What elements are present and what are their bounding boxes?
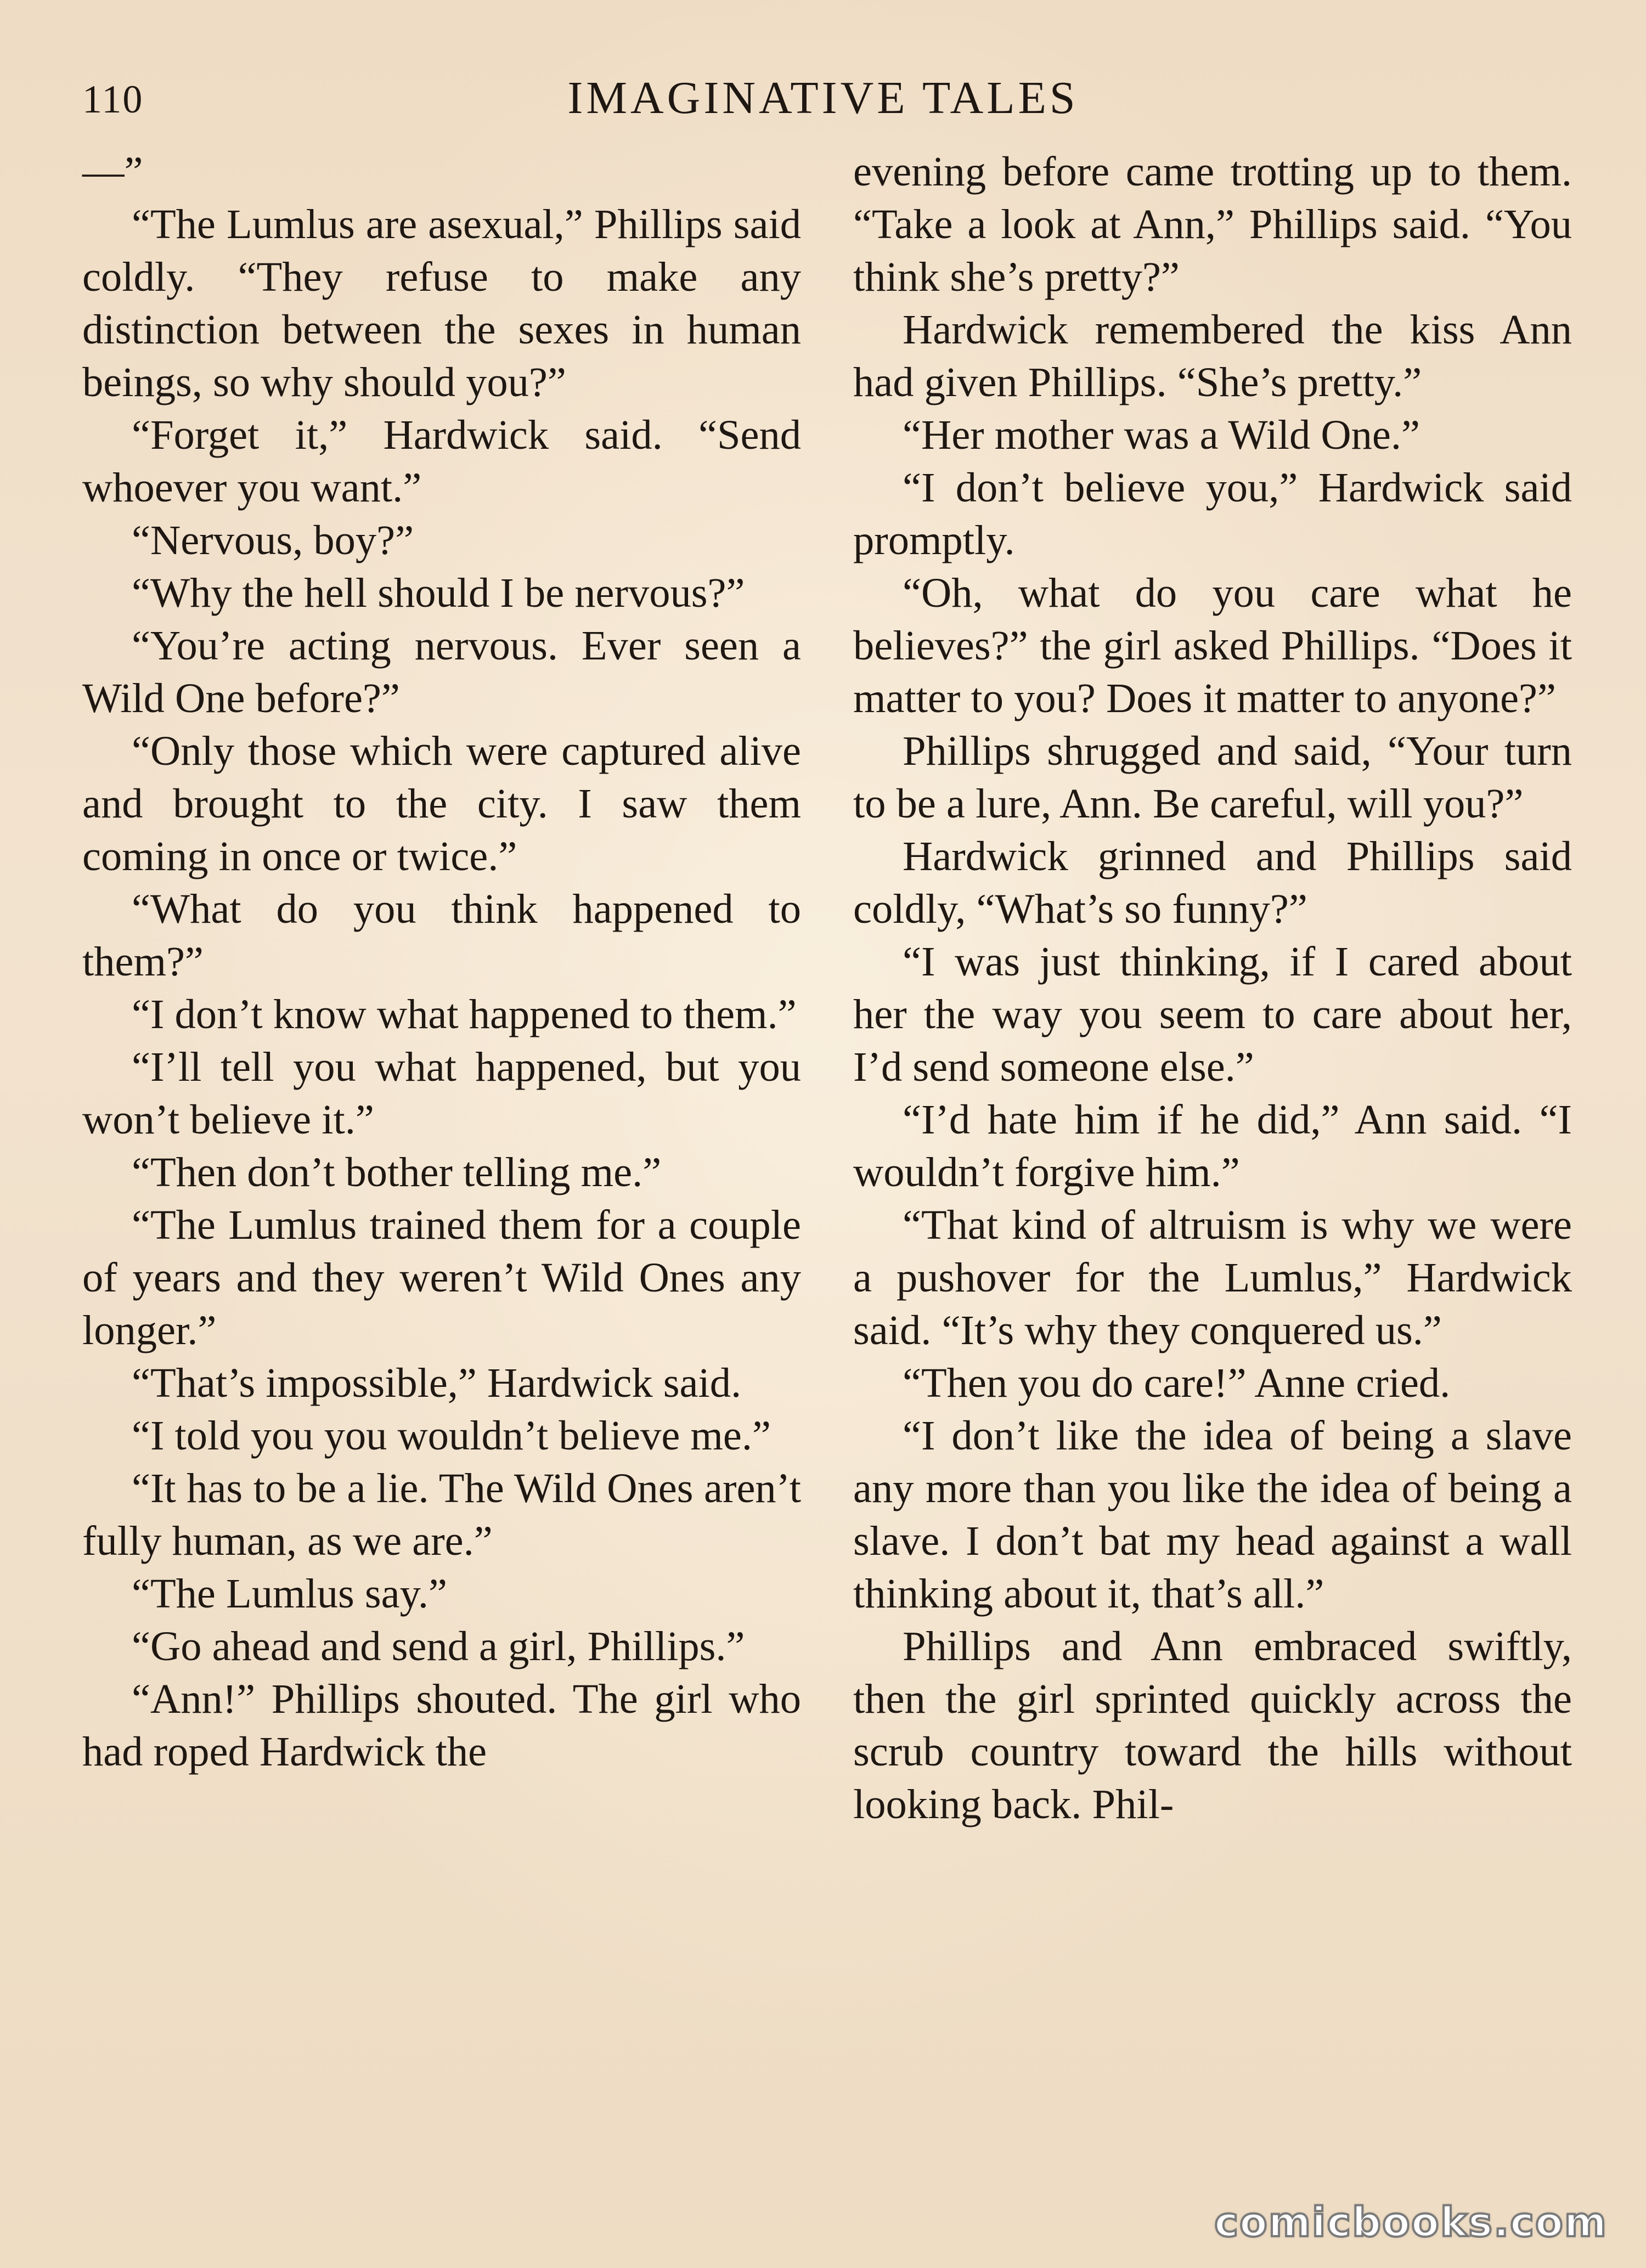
- paragraph: Hardwick remembered the kiss Ann had given Phillips. “She’s pretty.”: [853, 306, 1572, 405]
- paragraph: “Nervous, boy?”: [132, 517, 414, 563]
- paragraph: “It has to be a lie. The Wild Ones aren’t fully human, as we are.”: [82, 1465, 801, 1564]
- paragraph: “The Lumlus are asexual,” Phillips said coldly. “They refuse to make any distinction between the sexes in human beings, so why should you?”: [82, 201, 801, 405]
- page-number: 110: [82, 77, 144, 121]
- paragraph: “I don’t believe you,” Hardwick said promptly.: [853, 464, 1572, 563]
- paragraph: “The Lumlus trained them for a couple of years and they weren’t Wild Ones any longer.”: [82, 1201, 801, 1353]
- paragraph: “Her mother was a Wild One.”: [903, 411, 1420, 458]
- right-column: [853, 145, 1572, 1831]
- paragraph: “Why the hell should I be nervous?”: [132, 569, 745, 616]
- paragraph: “I told you you wouldn’t believe me.”: [132, 1412, 771, 1459]
- paragraph: “Ann!” Phillips shouted. The girl who had roped Hardwick the: [82, 1675, 801, 1775]
- paragraph: “Oh, what do you care what he believes?” the girl asked Phillips. “Does it matter to you? Does it matter to anyone?”: [853, 569, 1572, 721]
- left-column: [82, 145, 801, 1778]
- paragraph: “Go ahead and send a girl, Phillips.”: [132, 1623, 745, 1669]
- paragraph: “I don’t know what happened to them.”: [132, 991, 797, 1037]
- paragraph: Phillips and Ann embraced swiftly, then the girl sprinted quickly across the scrub country toward the hills without looking back. Phil-: [853, 1623, 1572, 1827]
- paragraph: “Only those which were captured alive and brought to the city. I saw them coming in once or twice.”: [82, 727, 801, 879]
- paragraph: “That’s impossible,” Hardwick said.: [132, 1359, 742, 1406]
- paragraph: “I don’t like the idea of being a slave any more than you like the idea of being a slave. I don’t bat my head against a wall thinking about it, that’s all.”: [853, 1412, 1572, 1617]
- paragraph: “You’re acting nervous. Ever seen a Wild One before?”: [82, 622, 801, 721]
- page-header: [82, 66, 1564, 137]
- paragraph: “What do you think happened to them?”: [82, 885, 801, 985]
- running-title: IMAGINATIVE TALES: [567, 72, 1079, 123]
- paragraph: Phillips shrugged and said, “Your turn to be a lure, Ann. Be careful, will you?”: [853, 727, 1572, 827]
- paragraph: “I’d hate him if he did,” Ann said. “I wouldn’t forgive him.”: [853, 1096, 1572, 1195]
- site-watermark: comicbooks.com: [1214, 2199, 1608, 2246]
- paragraph: “Forget it,” Hardwick said. “Send whoever you want.”: [82, 411, 801, 511]
- paragraph: —”: [82, 148, 143, 195]
- paragraph: “I was just thinking, if I cared about her the way you seem to care about her, I’d send someone else.”: [853, 938, 1572, 1090]
- paragraph: “The Lumlus say.”: [132, 1570, 447, 1617]
- paragraph: “Then don’t bother telling me.”: [132, 1149, 662, 1195]
- paragraph: evening before came trotting up to them. “Take a look at Ann,” Phillips said. “You think she’s pretty?”: [853, 148, 1572, 300]
- paragraph: “Then you do care!” Anne cried.: [903, 1359, 1451, 1406]
- paragraph: Hardwick grinned and Phillips said coldly, “What’s so funny?”: [853, 833, 1572, 932]
- paragraph: “That kind of altruism is why we were a pushover for the Lumlus,” Hardwick said. “It’s why they conquered us.”: [853, 1201, 1572, 1353]
- paragraph: “I’ll tell you what happened, but you won’t believe it.”: [82, 1043, 801, 1143]
